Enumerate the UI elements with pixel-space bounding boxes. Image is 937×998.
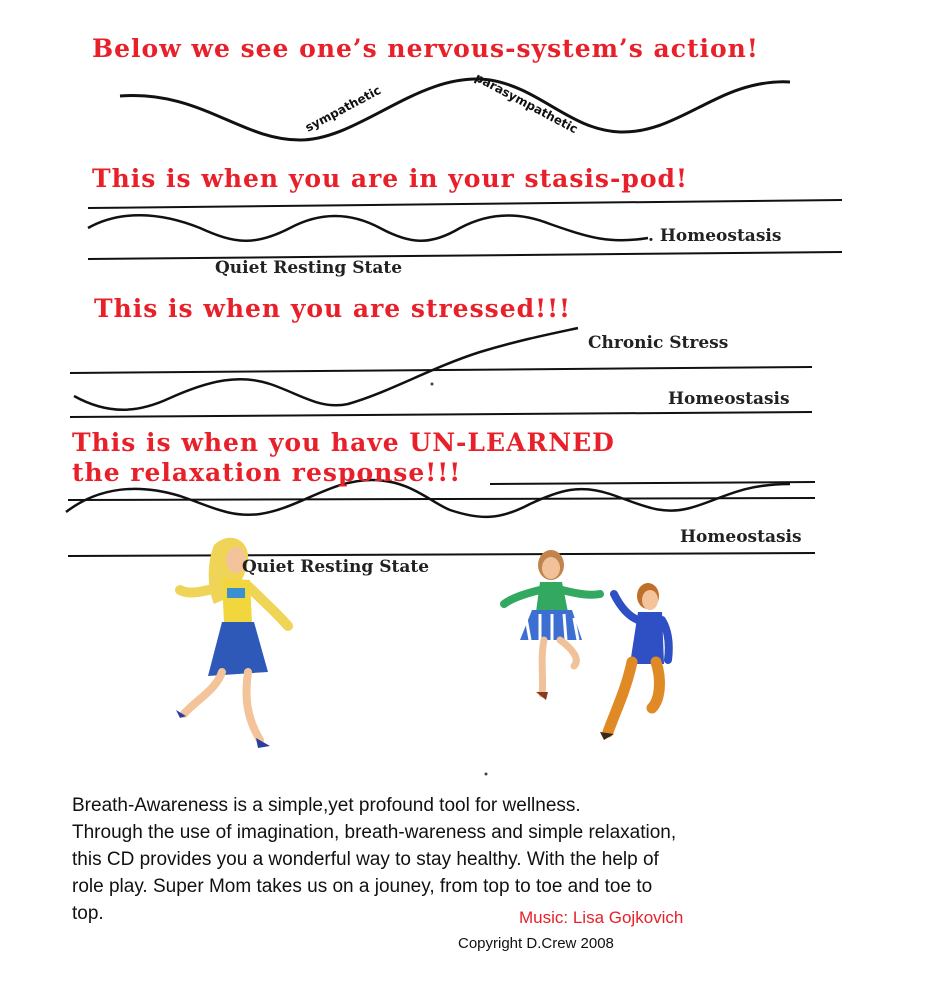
description-line: top. (72, 903, 104, 924)
description-line: this CD provides you a wonderful way to stay healthy. With the help of (72, 849, 659, 870)
music-credit: Music: Lisa Gojkovich (519, 908, 684, 927)
dancing-girl-figure (504, 550, 600, 700)
sympathetic-label: sympathetic (302, 83, 384, 135)
chronic-stress-label: Chronic Stress (588, 333, 729, 353)
stray-dot (431, 383, 434, 386)
description-line: role play. Super Mom takes us on a jouney, from top to toe and toe to (72, 876, 653, 897)
unlearned-homeostasis-label: Homeostasis (680, 527, 802, 547)
dancing-boy-figure (600, 583, 669, 740)
copyright-notice: Copyright D.Crew 2008 (458, 935, 614, 952)
nervous-system-wave (120, 79, 790, 140)
stasis-wave (88, 215, 648, 241)
stasis-pod-heading: This is when you are in your stasis-pod! (92, 164, 688, 193)
unlearned-top-bound (490, 482, 815, 484)
parasympathetic-label: parasympathetic (472, 70, 581, 137)
stressed-lower-bound (70, 412, 812, 417)
description-line: Through the use of imagination, breath-wareness and simple relaxation, (72, 822, 677, 843)
stasis-upper-bound (88, 200, 842, 208)
unlearned-heading-line1: This is when you have UN-LEARNED (72, 428, 615, 457)
stray-dot (485, 773, 488, 776)
unlearned-heading-line2: the relaxation response!!! (72, 458, 462, 487)
description-line: Breath-Awareness is a simple,yet profound tool for wellness. (72, 795, 581, 816)
description-paragraph (72, 792, 676, 927)
stasis-lower-bound (88, 252, 842, 259)
stasis-quiet-label: Quiet Resting State (215, 258, 403, 278)
nervous-system-heading: Below we see one’s nervous-system’s action! (92, 34, 759, 63)
stasis-homeostasis-label: . Homeostasis (648, 226, 782, 246)
stressed-homeostasis-label: Homeostasis (668, 389, 790, 409)
stressed-heading: This is when you are stressed!!! (94, 294, 572, 323)
unlearned-quiet-label: Quiet Resting State (242, 557, 430, 577)
unlearned-upper-bound (68, 498, 815, 500)
unlearned-lower-bound (68, 553, 815, 556)
